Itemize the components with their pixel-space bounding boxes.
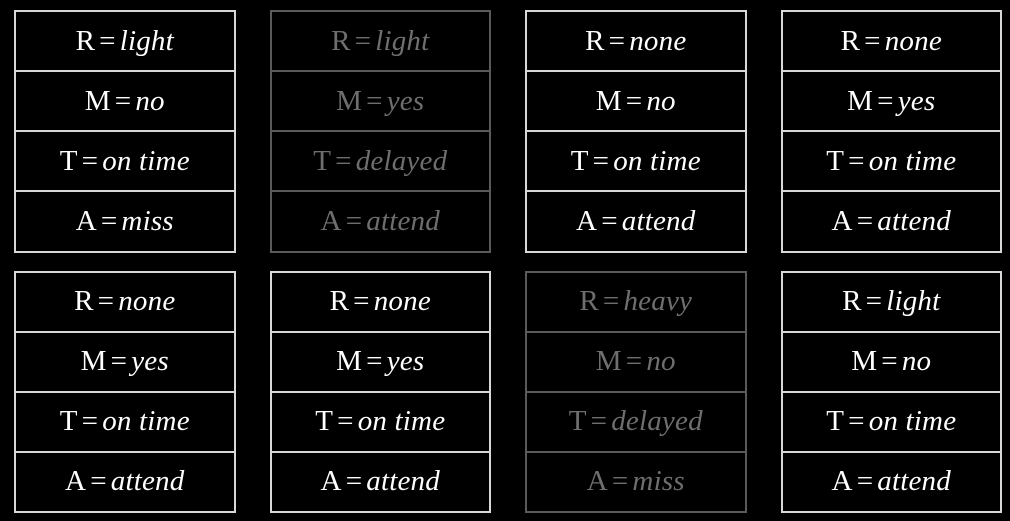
attribute-value: none	[629, 24, 687, 57]
scenario-attribute-row	[16, 72, 234, 132]
scenario-attribute-row	[527, 132, 745, 192]
attribute-value: miss	[632, 465, 685, 498]
equals-sign: =	[354, 24, 372, 57]
scenario-attribute-row	[272, 12, 490, 72]
attribute-value: no	[646, 345, 676, 378]
scenario-card	[270, 10, 492, 253]
attribute-key: R	[585, 24, 605, 57]
scenario-attribute-text	[847, 84, 936, 117]
scenario-attribute-text	[579, 287, 692, 316]
scenario-card	[781, 10, 1003, 253]
attribute-value: light	[375, 24, 430, 57]
attribute-key: R	[840, 24, 861, 57]
scenario-attribute-text	[321, 467, 440, 496]
scenario-attribute-row	[16, 273, 234, 333]
scenario-attribute-text	[336, 347, 424, 376]
scenario-attribute-text	[831, 204, 951, 237]
scenario-attribute-text	[842, 287, 940, 316]
attribute-value: delayed	[611, 405, 703, 438]
scenario-attribute-text	[65, 467, 184, 496]
attribute-key: M	[851, 345, 878, 378]
scenario-attribute-row	[527, 192, 745, 250]
scenario-attribute-text	[84, 84, 165, 117]
equals-sign: =	[337, 405, 354, 438]
equals-sign: =	[90, 465, 107, 498]
attribute-key: T	[59, 144, 78, 177]
equals-sign: =	[353, 285, 370, 318]
scenario-attribute-text	[81, 347, 169, 376]
attribute-value: yes	[131, 345, 169, 378]
scenario-attribute-text	[75, 24, 174, 57]
scenario-attribute-row	[527, 12, 745, 72]
scenario-card	[14, 271, 236, 514]
attribute-value: no	[646, 84, 676, 117]
equals-sign: =	[590, 405, 608, 438]
scenario-attribute-text	[74, 287, 175, 316]
equals-sign: =	[881, 345, 898, 378]
attribute-key: M	[84, 84, 111, 117]
scenario-attribute-text	[59, 144, 190, 177]
attribute-value: none	[118, 285, 176, 318]
attribute-value: attend	[621, 204, 696, 237]
attribute-value: on time	[613, 144, 701, 177]
attribute-key: R	[842, 285, 862, 318]
attribute-key: T	[570, 144, 589, 177]
attribute-key: M	[595, 84, 622, 117]
scenario-attribute-row	[783, 273, 1001, 333]
attribute-value: on time	[868, 405, 957, 438]
equals-sign: =	[601, 204, 618, 237]
attribute-key: M	[595, 345, 622, 378]
attribute-value: yes	[386, 345, 425, 378]
scenario-card	[781, 271, 1003, 514]
attribute-key: T	[826, 405, 845, 438]
attribute-key: A	[831, 204, 853, 237]
attribute-value: on time	[102, 405, 190, 438]
scenario-attribute-text	[595, 84, 676, 117]
equals-sign: =	[611, 465, 629, 498]
scenario-attribute-row	[16, 132, 234, 192]
equals-sign: =	[608, 24, 626, 57]
attribute-value: light	[119, 24, 174, 57]
scenario-attribute-row	[527, 453, 745, 511]
equals-sign: =	[81, 144, 99, 177]
equals-sign: =	[345, 465, 363, 498]
attribute-value: attend	[877, 465, 951, 498]
equals-sign: =	[856, 204, 874, 237]
attribute-value: attend	[366, 465, 440, 498]
equals-sign: =	[366, 345, 383, 378]
scenario-attribute-row	[783, 72, 1001, 132]
attribute-value: on time	[102, 144, 190, 177]
attribute-key: A	[75, 204, 97, 237]
attribute-value: yes	[386, 84, 425, 117]
scenario-attribute-row	[272, 72, 490, 132]
scenario-attribute-row	[783, 192, 1001, 250]
equals-sign: =	[864, 24, 881, 57]
attribute-key: T	[826, 144, 845, 177]
equals-sign: =	[592, 144, 610, 177]
scenario-attribute-row	[783, 393, 1001, 453]
scenario-attribute-row	[783, 333, 1001, 393]
attribute-key: R	[331, 24, 351, 57]
scenario-attribute-row	[272, 192, 490, 250]
scenario-card	[270, 271, 492, 514]
scenario-card	[525, 10, 747, 253]
scenario-attribute-row	[272, 393, 490, 453]
scenario-card	[525, 271, 747, 514]
attribute-key: R	[579, 285, 599, 318]
attribute-value: none	[884, 24, 942, 57]
scenario-attribute-text	[75, 204, 174, 237]
equals-sign: =	[625, 345, 643, 378]
equals-sign: =	[97, 285, 115, 318]
attribute-value: no	[901, 345, 932, 378]
scenario-attribute-text	[587, 467, 685, 496]
scenario-attribute-row	[272, 273, 490, 333]
scenario-attribute-row	[272, 333, 490, 393]
scenario-attribute-text	[315, 407, 445, 436]
scenario-attribute-text	[840, 24, 942, 57]
attribute-key: A	[320, 204, 342, 237]
scenario-attribute-row	[16, 393, 234, 453]
equals-sign: =	[345, 204, 363, 237]
scenario-attribute-row	[272, 132, 490, 192]
scenario-attribute-text	[336, 84, 425, 117]
scenario-attribute-text	[832, 467, 951, 496]
attribute-key: A	[576, 204, 598, 237]
attribute-value: attend	[366, 204, 440, 237]
scenario-attribute-row	[16, 333, 234, 393]
scenario-attribute-text	[330, 287, 431, 316]
equals-sign: =	[335, 144, 352, 177]
equals-sign: =	[100, 204, 118, 237]
scenario-attribute-text	[596, 347, 676, 376]
scenario-attribute-text	[826, 144, 957, 177]
scenario-attribute-row	[527, 333, 745, 393]
scenario-attribute-row	[783, 453, 1001, 511]
scenario-attribute-text	[569, 407, 703, 436]
scenario-attribute-text	[570, 144, 701, 177]
attribute-value: yes	[897, 84, 936, 117]
attribute-value: attend	[110, 465, 185, 498]
attribute-key: M	[336, 345, 363, 378]
attribute-key: A	[586, 465, 608, 498]
equals-sign: =	[848, 405, 865, 438]
equals-sign: =	[865, 285, 883, 318]
scenario-attribute-text	[576, 204, 696, 237]
scenario-attribute-text	[320, 204, 440, 237]
attribute-key: A	[320, 465, 342, 498]
scenario-attribute-row	[16, 453, 234, 511]
attribute-value: miss	[121, 204, 174, 237]
attribute-key: M	[336, 84, 363, 117]
attribute-key: T	[59, 405, 78, 438]
scenario-attribute-row	[783, 12, 1001, 72]
attribute-value: delayed	[355, 144, 448, 177]
scenario-card	[14, 10, 236, 253]
attribute-value: on time	[357, 405, 446, 438]
attribute-value: light	[886, 285, 941, 318]
equals-sign: =	[110, 345, 128, 378]
equals-sign: =	[877, 84, 894, 117]
attribute-key: A	[831, 465, 853, 498]
attribute-value: on time	[868, 144, 957, 177]
scenario-attribute-row	[527, 72, 745, 132]
attribute-key: A	[65, 465, 87, 498]
scenario-attribute-text	[60, 407, 190, 436]
attribute-key: M	[847, 84, 874, 117]
attribute-value: attend	[877, 204, 951, 237]
scenario-attribute-text	[851, 347, 931, 376]
equals-sign: =	[848, 144, 865, 177]
equals-sign: =	[602, 285, 620, 318]
equals-sign: =	[99, 24, 116, 57]
attribute-key: R	[74, 285, 94, 318]
attribute-key: R	[329, 285, 350, 318]
attribute-key: T	[568, 405, 587, 438]
attribute-key: T	[313, 144, 332, 177]
scenario-attribute-row	[16, 12, 234, 72]
scenario-attribute-text	[585, 24, 687, 57]
attribute-key: M	[80, 345, 107, 378]
attribute-value: none	[373, 285, 431, 318]
equals-sign: =	[81, 405, 99, 438]
equals-sign: =	[856, 465, 874, 498]
scenario-attribute-row	[272, 453, 490, 511]
scenario-attribute-row	[527, 393, 745, 453]
attribute-value: no	[135, 84, 165, 117]
attribute-value: heavy	[623, 285, 693, 318]
scenario-attribute-text	[331, 24, 430, 57]
equals-sign: =	[114, 84, 132, 117]
attribute-key: R	[75, 24, 96, 57]
attribute-key: T	[315, 405, 334, 438]
scenario-attribute-text	[826, 407, 956, 436]
equals-sign: =	[625, 84, 643, 117]
scenario-attribute-row	[16, 192, 234, 250]
scenario-attribute-row	[527, 273, 745, 333]
equals-sign: =	[366, 84, 383, 117]
scenario-attribute-text	[313, 144, 448, 177]
scenario-attribute-row	[783, 132, 1001, 192]
